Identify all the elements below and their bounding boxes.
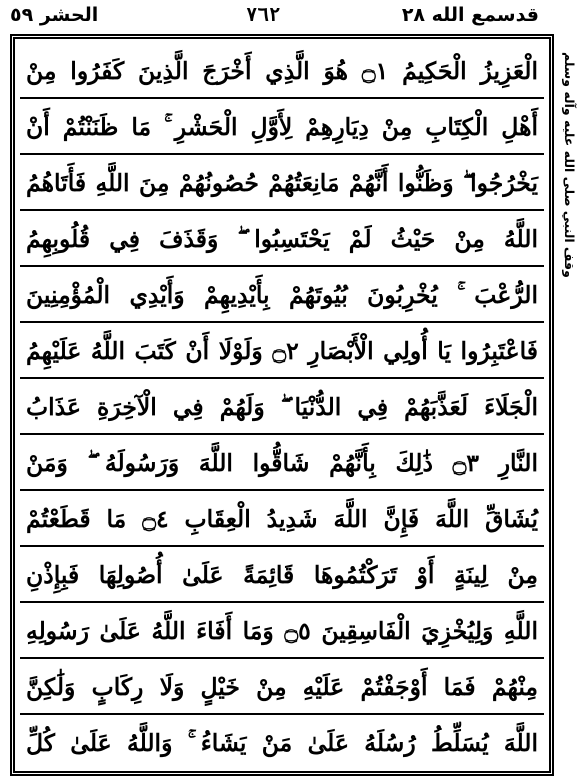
text-line: أَهْلِ الْكِتَابِ مِنْ دِيَارِهِمْ لِأَوَّلِ الْحَشْرِ ۚ مَا ظَنَنْتُمْ أَنْ bbox=[20, 99, 544, 155]
page-header bbox=[0, 0, 579, 34]
text-line: اللَّهِ وَلِيُخْزِيَ الْفَاسِقِينَ ۝٥ وَمَا أَفَاءَ اللَّهُ عَلَىٰ رَسُولِهِ bbox=[20, 603, 544, 659]
surah-name-label: الحشر ٥٩ bbox=[10, 4, 99, 26]
text-line: مِنْهُمْ فَمَا أَوْجَفْتُمْ عَلَيْهِ مِنْ خَيْلٍ وَلَا رِكَابٍ وَلَٰكِنَّ bbox=[20, 659, 544, 715]
page-number: ٧٦٢ bbox=[246, 4, 281, 26]
text-frame bbox=[10, 34, 554, 776]
text-line: الْعَزِيزُ الْحَكِيمُ ۝١ هُوَ الَّذِي أَخْرَجَ الَّذِينَ كَفَرُوا مِنْ bbox=[20, 43, 544, 99]
text-lines bbox=[20, 43, 544, 767]
text-line: اللَّهَ يُسَلِّطُ رُسُلَهُ عَلَىٰ مَنْ يَشَاءُ ۚ وَاللَّهُ عَلَىٰ كُلِّ bbox=[26, 729, 538, 757]
text-line: فَاعْتَبِرُوا يَا أُولِي الْأَبْصَارِ ۝٢ وَلَوْلَا أَنْ كَتَبَ اللَّهُ عَلَيْهِمُ bbox=[20, 323, 544, 379]
text-line: مِنْ لِينَةٍ أَوْ تَرَكْتُمُوهَا قَائِمَةً عَلَىٰ أُصُولِهَا فَبِإِذْنِ bbox=[20, 547, 544, 603]
text-line: يُشَاقِّ اللَّهَ فَإِنَّ اللَّهَ شَدِيدُ الْعِقَابِ ۝٤ مَا قَطَعْتُمْ bbox=[20, 491, 544, 547]
margin-note: وقف النبي صلى الله عليه وآله وسلم bbox=[562, 52, 577, 278]
text-line: الرُّعْبَ ۚ يُخْرِبُونَ بُيُوتَهُمْ بِأَيْدِيهِمْ وَأَيْدِي الْمُؤْمِنِينَ bbox=[20, 267, 544, 323]
text-line: النَّارِ ۝٣ ذَٰلِكَ بِأَنَّهُمْ شَاقُّوا اللَّهَ وَرَسُولَهُ ۖ وَمَنْ bbox=[20, 435, 544, 491]
text-line: اللَّهُ مِنْ حَيْثُ لَمْ يَحْتَسِبُوا ۖ وَقَذَفَ فِي قُلُوبِهِمُ bbox=[20, 211, 544, 267]
text-line: يَخْرُجُوا ۖ وَظَنُّوا أَنَّهُمْ مَانِعَتُهُمْ حُصُونُهُمْ مِنَ اللَّهِ فَأَتَاهُمُ bbox=[20, 155, 544, 211]
text-line: الْجَلَاءَ لَعَذَّبَهُمْ فِي الدُّنْيَا ۖ وَلَهُمْ فِي الْآخِرَةِ عَذَابُ bbox=[20, 379, 544, 435]
juz-name-label: قدسمع الله ٢٨ bbox=[401, 4, 539, 26]
